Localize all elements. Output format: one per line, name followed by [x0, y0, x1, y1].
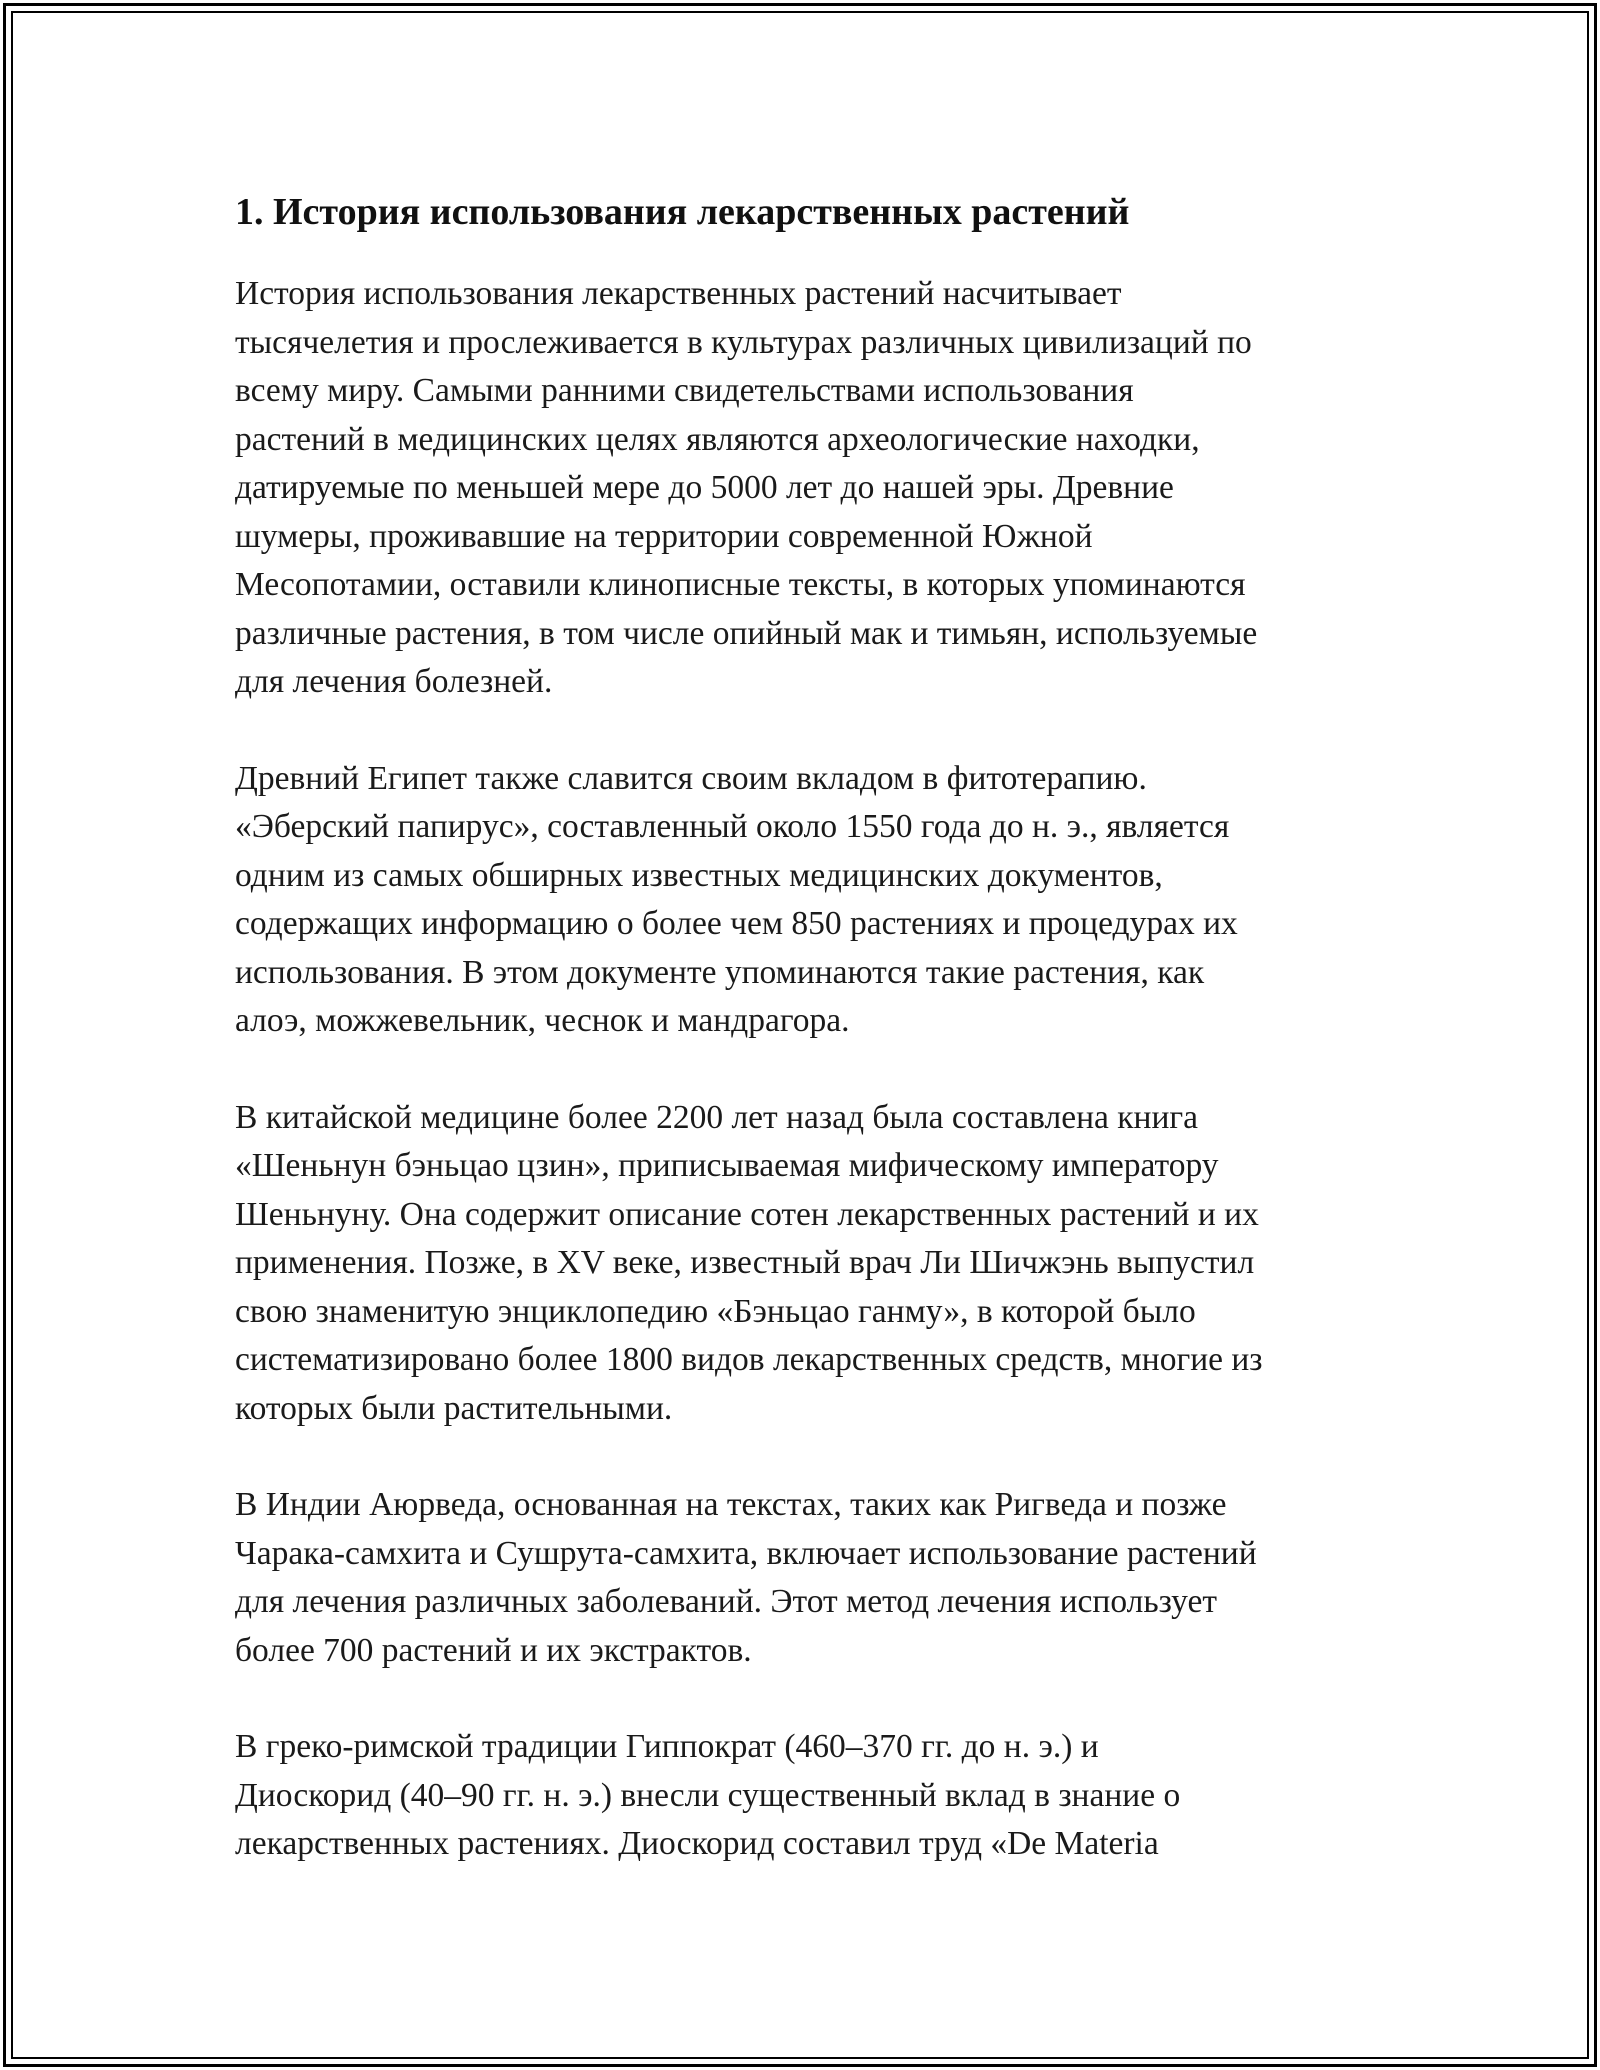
text-line: более 700 растений и их экстрактов. [235, 1631, 752, 1669]
text-line: для лечения различных заболеваний. Этот метод лечения использует [235, 1583, 1217, 1620]
paragraph-greco-roman [235, 1723, 1375, 1869]
text-line: которых были растительными. [235, 1389, 673, 1427]
text-line: содержащих информацию о более чем 850 растениях и процедурах их [235, 905, 1238, 942]
text-line: Диоскорид (40–90 гг. н. э.) внесли существенный вклад в знание о [235, 1776, 1181, 1814]
section-heading: 1. История использования лекарственных растений [235, 191, 1130, 233]
text-line: История использования лекарственных растений насчитывает [235, 275, 1122, 312]
text-line: Шеньнуну. Она содержит описание сотен лекарственных растений и их [235, 1195, 1259, 1233]
paragraph-egypt [235, 755, 1375, 1046]
text-line: различные растения, в том числе опийный мак и тимьян, используемые [235, 614, 1258, 652]
text-line: тысячелетия и прослеживается в культурах различных цивилизаций по [235, 323, 1252, 361]
paragraph-sumer [235, 270, 1375, 707]
paragraph-india [235, 1481, 1375, 1675]
text-line: Месопотамии, оставили клинописные тексты, в которых упоминаются [235, 566, 1246, 603]
text-line: В греко-римской традиции Гиппократ (460–370 гг. до н. э.) и [235, 1728, 1099, 1765]
text-line: Древний Египет также славится своим вкладом в фитотерапию. [235, 759, 1147, 797]
text-line: В Индии Аюрведа, основанная на текстах, таких как Ригведа и позже [235, 1486, 1227, 1523]
text-line: одним из самых обширных известных медицинских документов, [235, 856, 1163, 894]
text-line: лекарственных растениях. Диоскорид составил труд «De Materia [235, 1825, 1159, 1862]
text-line: В китайской медицине более 2200 лет назад была составлена книга [235, 1098, 1198, 1136]
text-line: для лечения болезней. [235, 663, 553, 700]
text-line: растений в медицинских целях являются археологические находки, [235, 420, 1200, 458]
document-page [235, 188, 1375, 1917]
text-line: алоэ, можжевельник, чеснок и мандрагора. [235, 1002, 850, 1039]
text-line: Чарака-самхита и Сушрута-самхита, включает использование растений [235, 1534, 1257, 1572]
text-line: свою знаменитую энциклопедию «Бэньцао ганму», в которой было [235, 1292, 1196, 1330]
text-line: шумеры, проживавшие на территории современной Южной [235, 517, 1093, 555]
text-line: датируемые по меньшей мере до 5000 лет до нашей эры. Древние [235, 469, 1174, 506]
text-line: всему миру. Самыми ранними свидетельствами использования [235, 372, 1134, 409]
text-line: применения. Позже, в XV веке, известный врач Ли Шичжэнь выпустил [235, 1244, 1255, 1281]
text-line: систематизировано более 1800 видов лекарственных средств, многие из [235, 1341, 1263, 1378]
paragraph-china [235, 1094, 1375, 1434]
text-line: использования. В этом документе упоминаются такие растения, как [235, 953, 1205, 991]
text-line: «Шеньнун бэньцао цзин», приписываемая мифическому императору [235, 1147, 1219, 1184]
text-line: «Эберский папирус», составленный около 1550 года до н. э., является [235, 808, 1230, 845]
